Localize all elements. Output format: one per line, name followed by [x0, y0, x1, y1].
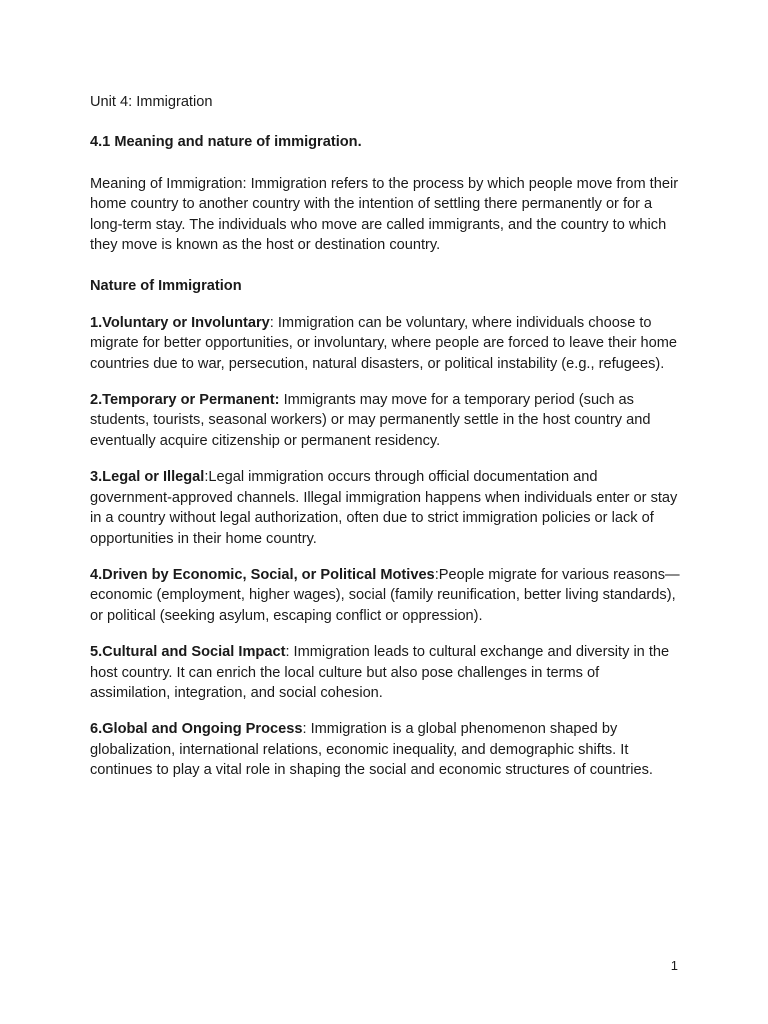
nature-item-temporary [90, 390, 682, 451]
nature-item-text: Immigrants may move for a temporary period (such as students, tourists, seasonal workers) or may permanently settle in the host country and eventually acquire citizenship or permanent residency. [90, 392, 651, 449]
nature-item-text: : Immigration is a global phenomenon shaped by globalization, international relations, economic inequality, and demographic shifts. It continues to play a vital role in shaping the social and economic structures of countries. [90, 721, 653, 779]
nature-item-term: 2.Temporary or Permanent: [90, 392, 280, 409]
nature-item-cultural [90, 642, 682, 703]
nature-item-term: 5.Cultural and Social Impact [90, 644, 286, 661]
nature-item-text: : Immigration can be voluntary, where individuals choose to migrate for better opportunities, or involuntary, where people are forced to leave their home countries due to war, persecution, natural disasters, or political instability (e.g., refugees). [90, 314, 678, 372]
nature-heading: Nature of Immigration [90, 278, 242, 295]
nature-item-text: :Legal immigration occurs through official documentation and government-approved channels. Illegal immigration happens when individuals enter or stay in a country without legal authorization, often due to strict immigration policies or lack of opportunities in their home country. [90, 469, 678, 547]
section-heading: 4.1 Meaning and nature of immigration. [90, 134, 362, 151]
nature-item-voluntary [90, 313, 682, 374]
nature-item-text: :People migrate for various reasons—economic (employment, higher wages), social (family reunification, better living standards), or political (seeking asylum, escaping conflict or oppression). [90, 566, 680, 624]
document-body [90, 92, 682, 797]
page-number: 1 [670, 958, 678, 973]
nature-item-term: 6.Global and Ongoing Process [90, 721, 303, 738]
nature-item-legal [90, 467, 682, 549]
nature-item-term: 3.Legal or Illegal [90, 469, 205, 486]
nature-item-term: 4.Driven by Economic, Social, or Political Motives [90, 566, 435, 583]
unit-title: Unit 4: Immigration [90, 94, 213, 110]
nature-item-term: 1.Voluntary or Involuntary [90, 314, 270, 331]
meaning-paragraph: Meaning of Immigration: Immigration refers to the process by which people move from their home country to another country with the intention of settling there permanently or for a long-term stay. The individuals who move are called immigrants, and the country to which they move is known as the host or destination country. [90, 175, 679, 254]
nature-item-motives [90, 565, 682, 626]
nature-item-text: : Immigration leads to cultural exchange and diversity in the host country. It can enrich the local culture but also pose challenges in terms of assimilation, integration, and social cohesion. [90, 644, 670, 701]
nature-item-global [90, 719, 682, 780]
